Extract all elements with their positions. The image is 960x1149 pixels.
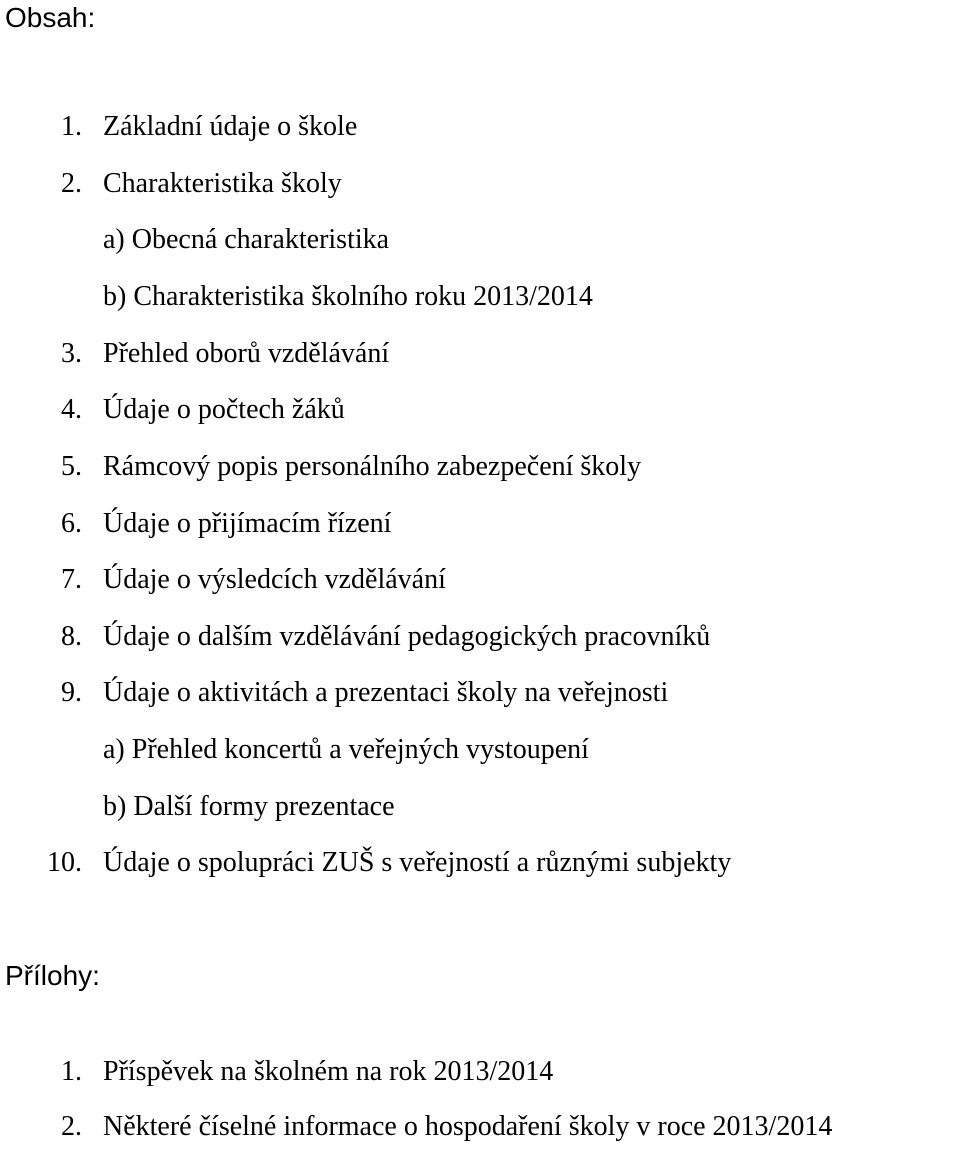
item-number: 9. [61,677,82,708]
item-number: 4. [61,394,82,425]
item-text: Údaje o dalším vzdělávání pedagogických pracovníků [103,621,711,652]
item-text: Údaje o počtech žáků [103,394,345,425]
item-number: 6. [61,508,82,539]
item-number: 7. [61,564,82,595]
item-text: Údaje o přijímacím řízení [103,508,392,539]
item-text: Údaje o výsledcích vzdělávání [103,564,446,595]
item-text: Příspěvek na školném na rok 2013/2014 [103,1056,554,1087]
subitem-text: a) Obecná charakteristika [103,224,390,255]
contents-heading: Obsah: [5,2,96,33]
item-number: 3. [61,338,82,369]
subitem-text: a) Přehled koncertů a veřejných vystoupení [103,734,589,765]
item-text: Rámcový popis personálního zabezpečení školy [103,451,642,482]
item-text: Přehled oborů vzdělávání [103,338,390,369]
item-text: Charakteristika školy [103,168,342,199]
subitem-text: b) Další formy prezentace [103,791,395,822]
item-text: Údaje o spolupráci ZUŠ s veřejností a různými subjekty [103,847,732,878]
item-number: 1. [61,111,82,142]
item-number: 5. [61,451,82,482]
item-text: Některé číselné informace o hospodaření školy v roce 2013/2014 [103,1111,833,1142]
item-number: 8. [61,621,82,652]
item-number: 10. [47,847,82,878]
item-number: 2. [61,168,82,199]
attachments-heading: Přílohy: [5,960,100,991]
item-number: 2. [61,1111,82,1142]
subitem-text: b) Charakteristika školního roku 2013/2014 [103,281,593,312]
item-number: 1. [61,1056,82,1087]
item-text: Údaje o aktivitách a prezentaci školy na veřejnosti [103,677,669,708]
item-text: Základní údaje o škole [103,111,358,142]
